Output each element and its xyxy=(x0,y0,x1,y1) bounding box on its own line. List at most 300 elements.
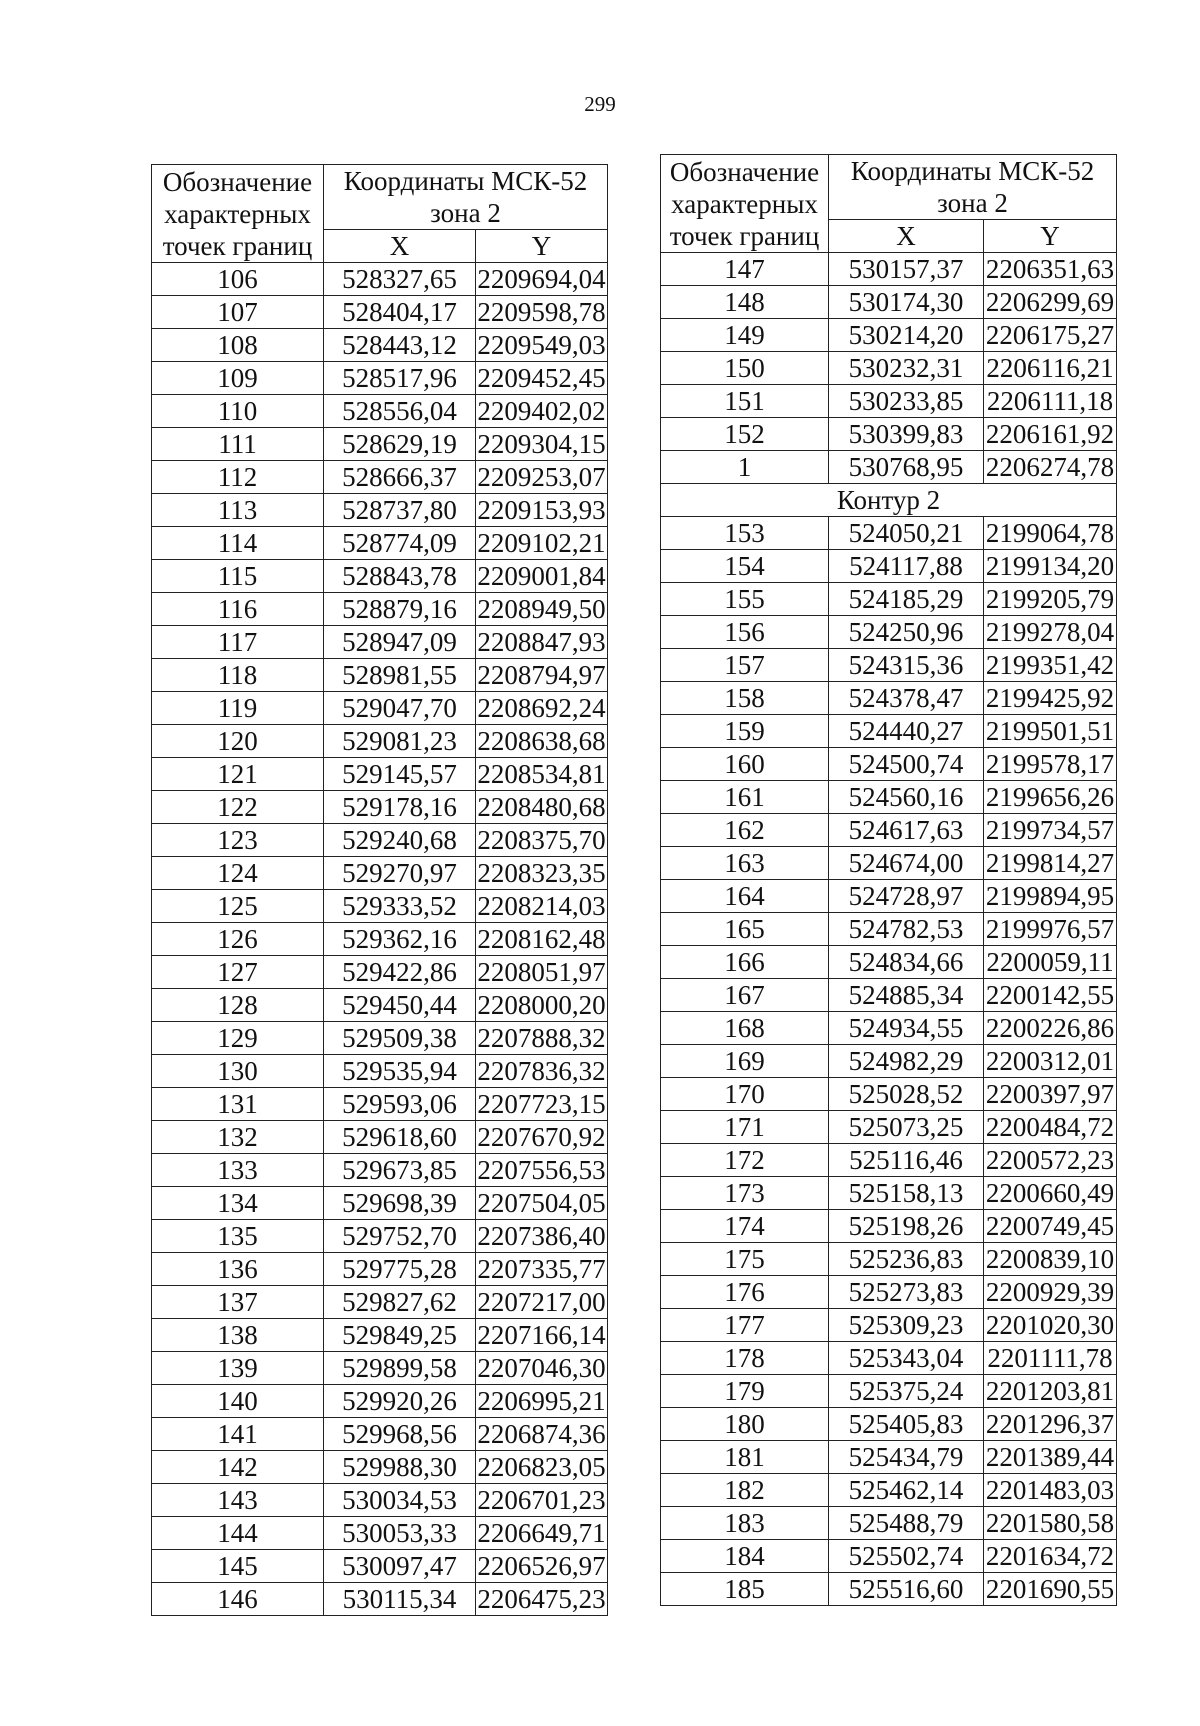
y-coordinate-cell: 2200572,23 xyxy=(984,1144,1117,1177)
x-coordinate-cell: 528843,78 xyxy=(324,560,476,593)
table-row xyxy=(661,1144,1117,1177)
point-number-cell: 132 xyxy=(152,1121,324,1154)
point-number-cell: 111 xyxy=(152,428,324,461)
y-coordinate-cell: 2200484,72 xyxy=(984,1111,1117,1144)
x-coordinate-cell: 529178,16 xyxy=(324,791,476,824)
y-coordinate-cell: 2207217,00 xyxy=(477,1286,606,1317)
x-coordinate-cell: 524500,74 xyxy=(829,748,984,781)
y-coordinate-cell: 2208847,93 xyxy=(477,626,606,657)
y-coordinate-cell: 2201580,58 xyxy=(984,1507,1117,1540)
x-coordinate-cell: 525462,14 xyxy=(829,1474,984,1507)
point-number-cell: 180 xyxy=(661,1408,829,1441)
point-number-cell: 123 xyxy=(152,824,324,857)
point-number-cell: 148 xyxy=(661,286,829,319)
point-number-cell: 185 xyxy=(661,1573,829,1606)
x-coordinate-cell: 528629,19 xyxy=(324,428,476,461)
x-coordinate-cell: 528737,80 xyxy=(324,494,476,527)
x-coordinate-cell: 529698,39 xyxy=(324,1187,476,1220)
y-coordinate-cell: 2208692,24 xyxy=(477,692,606,723)
x-coordinate-cell: 529593,06 xyxy=(324,1088,476,1121)
table-row xyxy=(152,824,608,857)
table-row xyxy=(661,1342,1117,1375)
y-coordinate-cell: 2206874,36 xyxy=(477,1418,606,1449)
x-coordinate-cell: 529270,97 xyxy=(324,857,476,890)
table-row xyxy=(152,956,608,989)
point-number-cell: 1 xyxy=(661,451,829,484)
point-number-cell: 172 xyxy=(661,1144,829,1177)
point-number-cell: 173 xyxy=(661,1177,829,1210)
table-row xyxy=(661,913,1117,946)
y-coordinate-cell: 2207670,92 xyxy=(477,1121,606,1152)
table-row xyxy=(661,1012,1117,1045)
point-number-cell: 150 xyxy=(661,352,829,385)
x-coordinate-cell: 530233,85 xyxy=(829,385,984,418)
point-number-cell: 176 xyxy=(661,1276,829,1309)
x-coordinate-cell: 529240,68 xyxy=(324,824,476,857)
point-label-header: Обозначение характерных точек границ xyxy=(152,165,324,263)
table-row xyxy=(661,1375,1117,1408)
y-coordinate-cell: 2200059,11 xyxy=(984,946,1117,979)
y-coordinate-cell: 2200660,49 xyxy=(984,1177,1117,1210)
table-row xyxy=(152,989,608,1022)
point-number-cell: 181 xyxy=(661,1441,829,1474)
point-number-cell: 106 xyxy=(152,263,324,296)
table-row xyxy=(152,494,608,527)
x-coordinate-cell: 529450,44 xyxy=(324,989,476,1022)
x-coordinate-cell: 528666,37 xyxy=(324,461,476,494)
y-coordinate-cell: 2208051,97 xyxy=(477,956,606,987)
table-row xyxy=(152,1088,608,1121)
table-row xyxy=(661,517,1117,550)
table-row xyxy=(661,319,1117,352)
y-coordinate-cell: 2201020,30 xyxy=(984,1309,1117,1342)
x-coordinate-cell: 530053,33 xyxy=(324,1517,476,1550)
x-coordinate-cell: 524885,34 xyxy=(829,979,984,1012)
point-number-cell: 179 xyxy=(661,1375,829,1408)
x-coordinate-cell: 524982,29 xyxy=(829,1045,984,1078)
y-coordinate-cell: 2199894,95 xyxy=(984,880,1117,913)
point-number-cell: 122 xyxy=(152,791,324,824)
point-number-cell: 160 xyxy=(661,748,829,781)
left-table-body xyxy=(152,263,608,1616)
x-coordinate-cell: 524674,00 xyxy=(829,847,984,880)
point-number-cell: 136 xyxy=(152,1253,324,1286)
x-coordinate-cell: 528443,12 xyxy=(324,329,476,362)
y-coordinate-cell: 2209153,93 xyxy=(477,494,606,525)
y-coordinate-cell: 2201111,78 xyxy=(984,1342,1117,1375)
table-row xyxy=(152,1055,608,1088)
x-coordinate-cell: 525488,79 xyxy=(829,1507,984,1540)
section-row-group xyxy=(661,484,1117,517)
y-coordinate-cell: 2206995,21 xyxy=(477,1385,606,1416)
y-coordinate-cell: 2209452,45 xyxy=(477,362,606,393)
y-coordinate-cell: 2201203,81 xyxy=(984,1375,1117,1408)
point-number-cell: 125 xyxy=(152,890,324,923)
table-row xyxy=(661,946,1117,979)
y-coordinate-cell: 2200312,01 xyxy=(984,1045,1117,1078)
y-coordinate-cell: 2200929,39 xyxy=(984,1276,1117,1309)
section-row xyxy=(661,484,1117,517)
point-number-cell: 154 xyxy=(661,550,829,583)
x-coordinate-cell: 525343,04 xyxy=(829,1342,984,1375)
table-row xyxy=(661,1408,1117,1441)
table-row xyxy=(152,1253,608,1286)
point-number-cell: 131 xyxy=(152,1088,324,1121)
y-coordinate-cell: 2208323,35 xyxy=(477,857,606,888)
x-coordinate-cell: 528517,96 xyxy=(324,362,476,395)
point-number-cell: 184 xyxy=(661,1540,829,1573)
table-row xyxy=(152,1319,608,1352)
table-row xyxy=(661,1441,1117,1474)
x-coordinate-cell: 529362,16 xyxy=(324,923,476,956)
x-coordinate-cell: 525198,26 xyxy=(829,1210,984,1243)
table-row xyxy=(661,880,1117,913)
y-coordinate-cell: 2199976,57 xyxy=(984,913,1117,946)
y-coordinate-cell: 2209694,04 xyxy=(477,263,606,294)
point-number-cell: 152 xyxy=(661,418,829,451)
table-row xyxy=(152,1385,608,1418)
x-coordinate-cell: 524834,66 xyxy=(829,946,984,979)
table-row xyxy=(152,329,608,362)
table-row xyxy=(661,286,1117,319)
point-number-cell: 108 xyxy=(152,329,324,362)
y-coordinate-cell: 2200226,86 xyxy=(984,1012,1117,1045)
x-coordinate-cell: 529618,60 xyxy=(324,1121,476,1154)
table-row xyxy=(152,1220,608,1253)
section-label: Контур 2 xyxy=(661,484,1117,517)
table-row xyxy=(152,461,608,494)
point-number-cell: 182 xyxy=(661,1474,829,1507)
table-row xyxy=(661,1573,1117,1606)
point-number-cell: 120 xyxy=(152,725,324,758)
point-number-cell: 112 xyxy=(152,461,324,494)
x-coordinate-cell: 530232,31 xyxy=(829,352,984,385)
right-table-body-after xyxy=(661,517,1117,1606)
x-coordinate-cell: 530097,47 xyxy=(324,1550,476,1583)
y-coordinate-cell: 2209102,21 xyxy=(477,527,606,558)
x-coordinate-cell: 529509,38 xyxy=(324,1022,476,1055)
x-coordinate-cell: 525502,74 xyxy=(829,1540,984,1573)
table-row xyxy=(661,748,1117,781)
y-coordinate-cell: 2207046,30 xyxy=(477,1352,606,1383)
y-coordinate-cell: 2208638,68 xyxy=(477,725,606,756)
table-row xyxy=(152,923,608,956)
point-number-cell: 170 xyxy=(661,1078,829,1111)
table-row xyxy=(152,1187,608,1220)
x-coordinate-cell: 524440,27 xyxy=(829,715,984,748)
x-coordinate-cell: 529333,52 xyxy=(324,890,476,923)
point-number-cell: 139 xyxy=(152,1352,324,1385)
x-coordinate-cell: 525273,83 xyxy=(829,1276,984,1309)
point-number-cell: 138 xyxy=(152,1319,324,1352)
x-coordinate-cell: 529988,30 xyxy=(324,1451,476,1484)
table-row xyxy=(661,1507,1117,1540)
table-row xyxy=(152,659,608,692)
point-number-cell: 183 xyxy=(661,1507,829,1540)
y-coordinate-cell: 2199351,42 xyxy=(984,649,1117,682)
x-coordinate-cell: 528404,17 xyxy=(324,296,476,329)
table-row xyxy=(661,418,1117,451)
table-row xyxy=(661,1078,1117,1111)
point-number-cell: 147 xyxy=(661,253,829,286)
y-coordinate-cell: 2206475,23 xyxy=(477,1583,606,1614)
table-row xyxy=(661,814,1117,847)
point-number-cell: 158 xyxy=(661,682,829,715)
point-number-cell: 145 xyxy=(152,1550,324,1583)
point-number-cell: 167 xyxy=(661,979,829,1012)
coordinates-table-left xyxy=(151,164,608,1616)
x-coordinate-cell: 529047,70 xyxy=(324,692,476,725)
table-row xyxy=(661,1177,1117,1210)
y-coordinate-cell: 2200839,10 xyxy=(984,1243,1117,1276)
y-coordinate-cell: 2199814,27 xyxy=(984,847,1117,880)
point-number-cell: 146 xyxy=(152,1583,324,1616)
x-coordinate-cell: 528981,55 xyxy=(324,659,476,692)
point-number-cell: 174 xyxy=(661,1210,829,1243)
x-coordinate-cell: 524617,63 xyxy=(829,814,984,847)
table-row xyxy=(152,1352,608,1385)
y-coordinate-cell: 2201483,03 xyxy=(984,1474,1117,1507)
y-coordinate-cell: 2199205,79 xyxy=(984,583,1117,616)
table-row xyxy=(152,362,608,395)
point-number-cell: 177 xyxy=(661,1309,829,1342)
x-header: X xyxy=(324,230,476,263)
table-row xyxy=(152,263,608,296)
coordinates-table-right xyxy=(660,154,1117,1606)
table-row xyxy=(661,1540,1117,1573)
point-number-cell: 142 xyxy=(152,1451,324,1484)
point-number-cell: 114 xyxy=(152,527,324,560)
point-number-cell: 162 xyxy=(661,814,829,847)
x-coordinate-cell: 529849,25 xyxy=(324,1319,476,1352)
y-coordinate-cell: 2199578,17 xyxy=(984,748,1117,781)
x-coordinate-cell: 530174,30 xyxy=(829,286,984,319)
point-number-cell: 168 xyxy=(661,1012,829,1045)
point-number-cell: 128 xyxy=(152,989,324,1022)
coords-header: Координаты МСК-52 зона 2 xyxy=(324,165,608,230)
y-coordinate-cell: 2208214,03 xyxy=(477,890,606,921)
y-coordinate-cell: 2199656,26 xyxy=(984,781,1117,814)
table-row xyxy=(152,527,608,560)
point-number-cell: 163 xyxy=(661,847,829,880)
x-coordinate-cell: 529081,23 xyxy=(324,725,476,758)
table-row xyxy=(661,550,1117,583)
point-number-cell: 156 xyxy=(661,616,829,649)
table-row xyxy=(152,791,608,824)
y-coordinate-cell: 2209598,78 xyxy=(477,296,606,327)
table-row xyxy=(661,682,1117,715)
point-number-cell: 140 xyxy=(152,1385,324,1418)
y-coordinate-cell: 2206351,63 xyxy=(984,253,1117,286)
y-coordinate-cell: 2208375,70 xyxy=(477,824,606,855)
x-coordinate-cell: 525516,60 xyxy=(829,1573,984,1606)
table-row xyxy=(661,847,1117,880)
point-number-cell: 127 xyxy=(152,956,324,989)
x-coordinate-cell: 524050,21 xyxy=(829,517,984,550)
table-row xyxy=(152,725,608,758)
table-row xyxy=(661,715,1117,748)
x-coordinate-cell: 524315,36 xyxy=(829,649,984,682)
x-coordinate-cell: 525073,25 xyxy=(829,1111,984,1144)
y-coordinate-cell: 2209402,02 xyxy=(477,395,606,426)
table-row xyxy=(661,1243,1117,1276)
y-coordinate-cell: 2207386,40 xyxy=(477,1220,606,1251)
y-coordinate-cell: 2199501,51 xyxy=(984,715,1117,748)
y-coordinate-cell: 2206175,27 xyxy=(984,319,1117,352)
x-coordinate-cell: 528327,65 xyxy=(324,263,476,296)
table-row xyxy=(152,1583,608,1616)
right-table-body-before xyxy=(661,253,1117,484)
y-coordinate-cell: 2209001,84 xyxy=(477,560,606,591)
x-coordinate-cell: 524560,16 xyxy=(829,781,984,814)
y-coordinate-cell: 2208949,50 xyxy=(477,593,606,624)
y-coordinate-cell: 2200142,55 xyxy=(984,979,1117,1012)
table-row xyxy=(661,1276,1117,1309)
y-coordinate-cell: 2206274,78 xyxy=(984,451,1117,484)
point-number-cell: 134 xyxy=(152,1187,324,1220)
y-coordinate-cell: 2208162,48 xyxy=(477,923,606,954)
y-coordinate-cell: 2207723,15 xyxy=(477,1088,606,1119)
point-number-cell: 109 xyxy=(152,362,324,395)
x-coordinate-cell: 525309,23 xyxy=(829,1309,984,1342)
x-coordinate-cell: 524782,53 xyxy=(829,913,984,946)
y-coordinate-cell: 2208480,68 xyxy=(477,791,606,822)
table-row xyxy=(152,1121,608,1154)
point-number-cell: 175 xyxy=(661,1243,829,1276)
y-coordinate-cell: 2199734,57 xyxy=(984,814,1117,847)
x-coordinate-cell: 530768,95 xyxy=(829,451,984,484)
y-coordinate-cell: 2199064,78 xyxy=(984,517,1117,550)
point-number-cell: 153 xyxy=(661,517,829,550)
page-number: 299 xyxy=(584,92,616,116)
table-row xyxy=(661,385,1117,418)
y-coordinate-cell: 2207335,77 xyxy=(477,1253,606,1284)
table-row xyxy=(661,1045,1117,1078)
x-coordinate-cell: 525028,52 xyxy=(829,1078,984,1111)
y-coordinate-cell: 2208000,20 xyxy=(477,989,606,1020)
table-row xyxy=(661,1210,1117,1243)
point-number-cell: 141 xyxy=(152,1418,324,1451)
x-coordinate-cell: 530115,34 xyxy=(324,1583,476,1616)
point-number-cell: 121 xyxy=(152,758,324,791)
x-coordinate-cell: 529968,56 xyxy=(324,1418,476,1451)
y-coordinate-cell: 2199278,04 xyxy=(984,616,1117,649)
table-row xyxy=(152,890,608,923)
y-coordinate-cell: 2207836,32 xyxy=(477,1055,606,1086)
y-coordinate-cell: 2206116,21 xyxy=(984,352,1117,385)
x-coordinate-cell: 530214,20 xyxy=(829,319,984,352)
point-number-cell: 157 xyxy=(661,649,829,682)
y-coordinate-cell: 2207888,32 xyxy=(477,1022,606,1053)
y-header: Y xyxy=(476,230,608,263)
point-number-cell: 110 xyxy=(152,395,324,428)
point-number-cell: 137 xyxy=(152,1286,324,1319)
x-coordinate-cell: 524185,29 xyxy=(829,583,984,616)
y-coordinate-cell: 2199134,20 xyxy=(984,550,1117,583)
x-coordinate-cell: 528556,04 xyxy=(324,395,476,428)
coords-header: Координаты МСК-52 зона 2 xyxy=(829,155,1117,220)
table-row xyxy=(152,1154,608,1187)
x-coordinate-cell: 525158,13 xyxy=(829,1177,984,1210)
table-row xyxy=(152,428,608,461)
x-coordinate-cell: 529920,26 xyxy=(324,1385,476,1418)
y-coordinate-cell: 2201690,55 xyxy=(984,1573,1117,1606)
point-number-cell: 119 xyxy=(152,692,324,725)
table-row xyxy=(152,395,608,428)
point-number-cell: 144 xyxy=(152,1517,324,1550)
point-number-cell: 178 xyxy=(661,1342,829,1375)
x-coordinate-cell: 524378,47 xyxy=(829,682,984,715)
table-row xyxy=(152,1022,608,1055)
y-coordinate-cell: 2206111,18 xyxy=(984,385,1117,418)
x-coordinate-cell: 525434,79 xyxy=(829,1441,984,1474)
y-header: Y xyxy=(984,220,1117,253)
table-row xyxy=(661,352,1117,385)
y-coordinate-cell: 2206823,05 xyxy=(477,1451,606,1482)
point-number-cell: 117 xyxy=(152,626,324,659)
table-row xyxy=(661,979,1117,1012)
point-number-cell: 159 xyxy=(661,715,829,748)
table-row xyxy=(152,1418,608,1451)
table-row xyxy=(661,1474,1117,1507)
point-number-cell: 149 xyxy=(661,319,829,352)
y-coordinate-cell: 2206649,71 xyxy=(477,1517,606,1548)
x-coordinate-cell: 530399,83 xyxy=(829,418,984,451)
x-coordinate-cell: 530157,37 xyxy=(829,253,984,286)
y-coordinate-cell: 2208534,81 xyxy=(477,758,606,789)
table-row xyxy=(152,593,608,626)
table-row xyxy=(661,451,1117,484)
y-coordinate-cell: 2201634,72 xyxy=(984,1540,1117,1573)
table-row xyxy=(661,649,1117,682)
y-coordinate-cell: 2206701,23 xyxy=(477,1484,606,1515)
table-row xyxy=(152,1286,608,1319)
table-row xyxy=(152,692,608,725)
table-row xyxy=(152,857,608,890)
point-number-cell: 155 xyxy=(661,583,829,616)
point-number-cell: 113 xyxy=(152,494,324,527)
table-row xyxy=(152,626,608,659)
x-coordinate-cell: 524250,96 xyxy=(829,616,984,649)
x-coordinate-cell: 525236,83 xyxy=(829,1243,984,1276)
y-coordinate-cell: 2209304,15 xyxy=(477,428,606,459)
point-number-cell: 166 xyxy=(661,946,829,979)
table-row xyxy=(152,1451,608,1484)
point-number-cell: 171 xyxy=(661,1111,829,1144)
table-row xyxy=(661,1309,1117,1342)
y-coordinate-cell: 2207556,53 xyxy=(477,1154,606,1185)
table-row xyxy=(661,616,1117,649)
table-row xyxy=(661,583,1117,616)
x-coordinate-cell: 529827,62 xyxy=(324,1286,476,1319)
x-coordinate-cell: 525405,83 xyxy=(829,1408,984,1441)
y-coordinate-cell: 2207166,14 xyxy=(477,1319,606,1350)
y-coordinate-cell: 2200397,97 xyxy=(984,1078,1117,1111)
point-number-cell: 161 xyxy=(661,781,829,814)
x-coordinate-cell: 529775,28 xyxy=(324,1253,476,1286)
x-coordinate-cell: 524728,97 xyxy=(829,880,984,913)
y-coordinate-cell: 2209549,03 xyxy=(477,329,606,360)
x-coordinate-cell: 528774,09 xyxy=(324,527,476,560)
x-coordinate-cell: 525116,46 xyxy=(829,1144,984,1177)
y-coordinate-cell: 2199425,92 xyxy=(984,682,1117,715)
point-number-cell: 124 xyxy=(152,857,324,890)
x-coordinate-cell: 529673,85 xyxy=(324,1154,476,1187)
point-number-cell: 165 xyxy=(661,913,829,946)
point-number-cell: 126 xyxy=(152,923,324,956)
x-header: X xyxy=(829,220,984,253)
table-row xyxy=(661,781,1117,814)
